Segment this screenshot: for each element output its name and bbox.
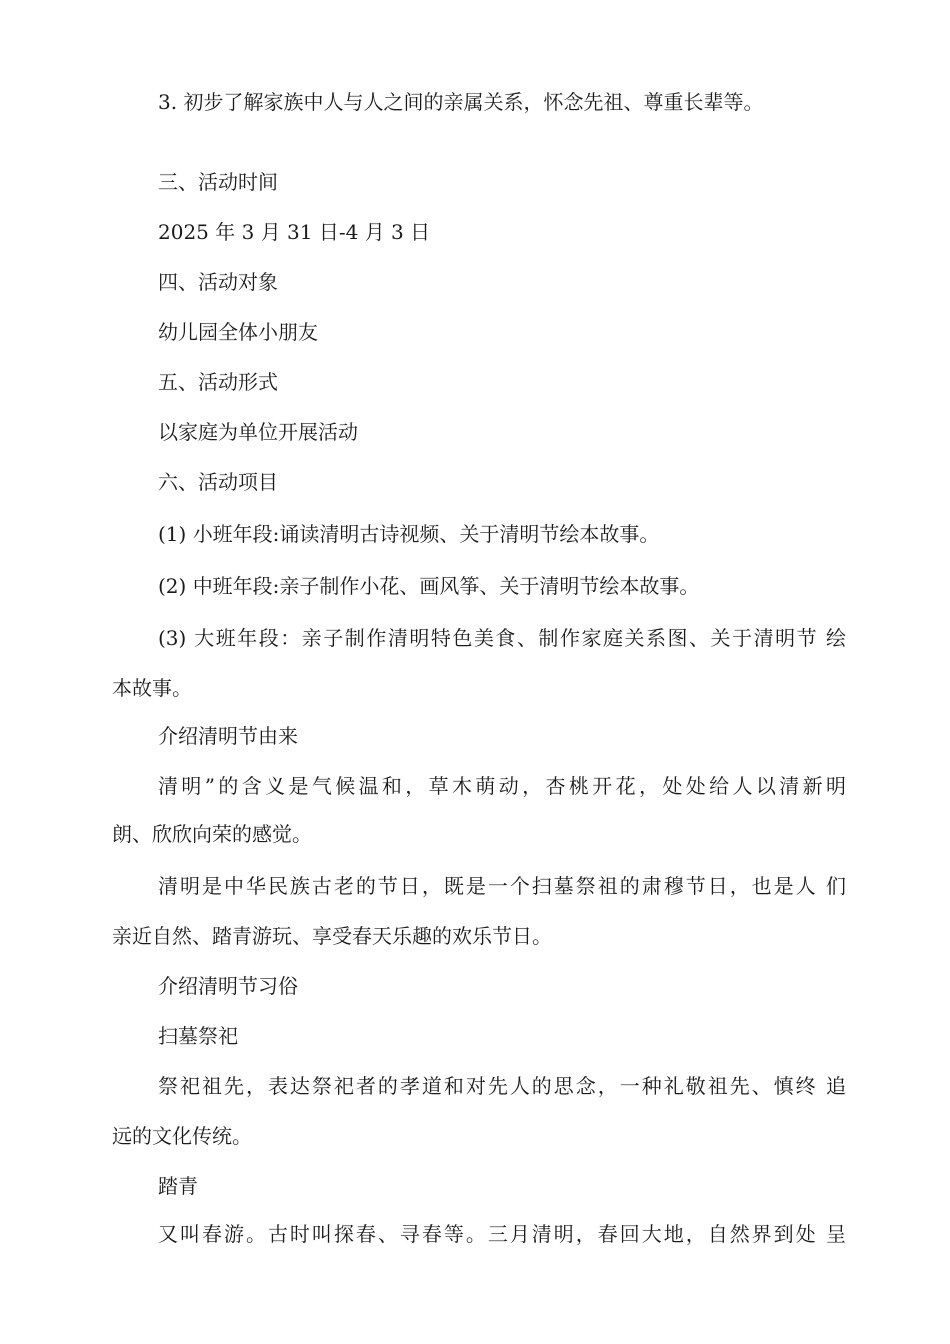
origin-paragraph-2: 清明是中华民族古老的节日，既是一个扫墓祭祖的肃穆节日，也是人 们 xyxy=(158,874,846,898)
custom-tomb-sweeping-title: 扫墓祭祀 xyxy=(158,1024,238,1048)
custom-tomb-sweeping-text: 祭祀祖先，表达祭祀者的孝道和对先人的思念，一种礼敬祖先、慎终 追 xyxy=(158,1074,846,1098)
custom-spring-outing-title: 踏青 xyxy=(158,1174,198,1198)
heading-qingming-origin: 介绍清明节由来 xyxy=(158,724,298,748)
activity-item-large-class-cont: 本故事。 xyxy=(112,676,192,700)
activity-item-large-class: (3) 大班年段：亲子制作清明特色美食、制作家庭关系图、关于清明节 绘 xyxy=(158,626,846,650)
activity-form-value: 以家庭为单位开展活动 xyxy=(158,420,358,444)
section-heading-activity-form: 五、活动形式 xyxy=(158,370,278,394)
origin-paragraph-2-cont: 亲近自然、踏青游玩、享受春天乐趣的欢乐节日。 xyxy=(112,924,552,948)
activity-time-value: 2025 年 3 月 31 日-4 月 3 日 xyxy=(158,220,431,244)
heading-qingming-customs: 介绍清明节习俗 xyxy=(158,974,298,998)
section-heading-activity-time: 三、活动时间 xyxy=(158,170,278,194)
section-heading-activity-target: 四、活动对象 xyxy=(158,270,278,294)
activity-item-small-class: (1) 小班年段:诵读清明古诗视频、关于清明节绘本故事。 xyxy=(158,522,660,546)
origin-paragraph-1: 清明”的含义是气候温和，草木萌动，杏桃开花，处处给人以清新明 xyxy=(158,774,846,798)
custom-spring-outing-text: 又叫春游。古时叫探春、寻春等。三月清明，春回大地，自然界到处 呈 xyxy=(158,1222,846,1246)
objective-3-line: 3. 初步了解家族中人与人之间的亲属关系，怀念先祖、尊重长辈等。 xyxy=(158,90,764,114)
section-heading-activity-items: 六、活动项目 xyxy=(158,470,278,494)
origin-paragraph-1-cont: 朗、欣欣向荣的感觉。 xyxy=(112,822,312,846)
activity-target-value: 幼儿园全体小朋友 xyxy=(158,320,318,344)
custom-tomb-sweeping-text-cont: 远的文化传统。 xyxy=(112,1124,252,1148)
activity-item-middle-class: (2) 中班年段:亲子制作小花、画风筝、关于清明节绘本故事。 xyxy=(158,574,700,598)
